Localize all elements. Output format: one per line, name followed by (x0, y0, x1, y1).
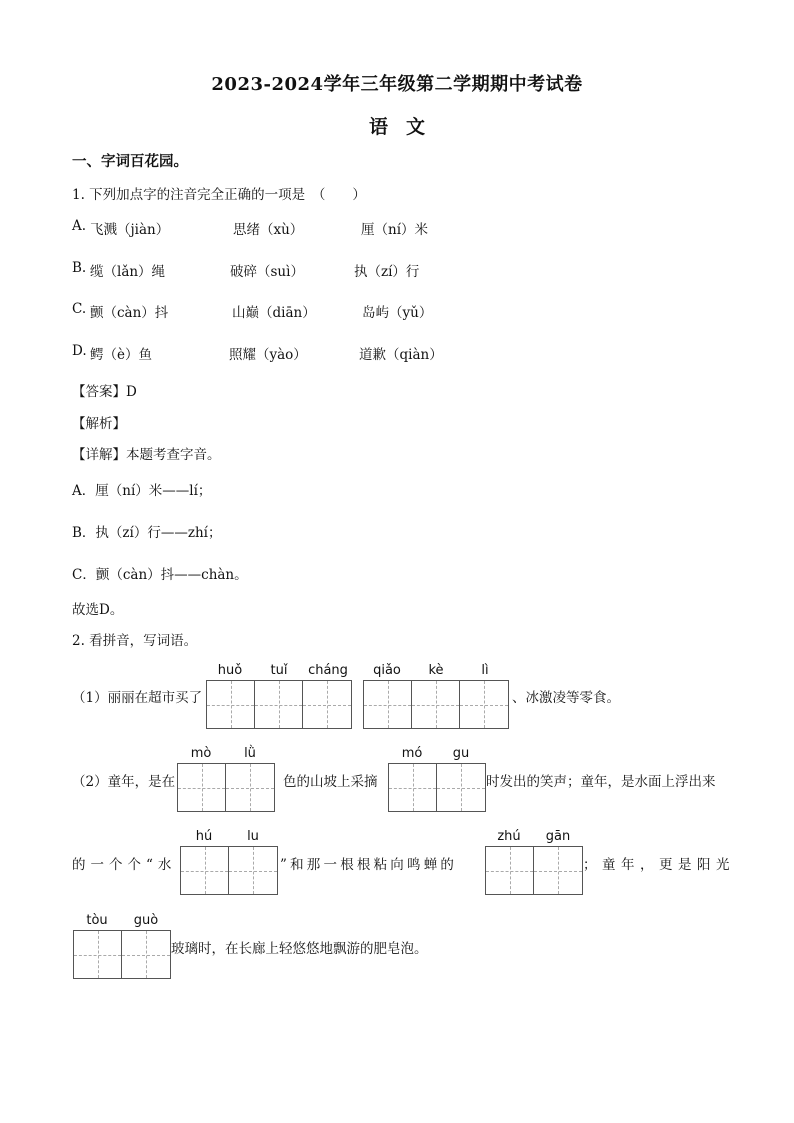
option-word: 破碎（suì） (230, 264, 304, 280)
option-word: 执（zí）行 (354, 264, 420, 280)
writing-cell[interactable] (364, 681, 412, 728)
option-word: 厘（ní）米 (361, 222, 429, 238)
sentence-1-suffix: 、冰激凌等零食。 (512, 690, 620, 706)
pinyin-label: mó (401, 746, 423, 761)
option-word: 岛屿（yǔ） (362, 305, 433, 321)
option-word: 缆（lǎn）绳 (90, 264, 166, 280)
writing-cell[interactable] (486, 847, 534, 894)
writing-cell[interactable] (534, 847, 582, 894)
sentence-2-mid: 色的山坡上采摘 (283, 774, 378, 790)
option-label: D. (72, 343, 87, 359)
pinyin-label: gān (545, 829, 571, 844)
writing-cell[interactable] (255, 681, 303, 728)
note-a: A．厘（ní）米——lí； (72, 483, 212, 499)
writing-cell[interactable] (178, 764, 226, 811)
writing-cell[interactable] (74, 931, 122, 978)
answer-row (72, 380, 137, 400)
writing-grid-mogu[interactable] (388, 763, 486, 812)
note-b: B．执（zí）行——zhí； (72, 525, 222, 541)
pinyin-label: tuǐ (270, 663, 288, 678)
writing-cell[interactable] (303, 681, 351, 728)
writing-cell[interactable] (229, 847, 277, 894)
sentence-4-suffix: 玻璃时，在长廊上轻悠悠地飘游的肥皂泡。 (171, 941, 428, 957)
section-heading: 一、字词百花园。 (72, 153, 188, 170)
option-word: 颤（càn）抖 (90, 305, 169, 321)
pinyin-label: zhú (497, 829, 521, 844)
pinyin-label: huǒ (217, 663, 243, 678)
question-2-stem: 2. 看拼音，写词语。 (72, 633, 198, 649)
sentence-3-suffix: ；童年，更是阳光 (583, 857, 735, 873)
writing-cell[interactable] (181, 847, 229, 894)
pinyin-label: guò (133, 913, 159, 928)
sentence-3-prefix: 的一个个“水 (72, 857, 177, 873)
writing-grid-molv[interactable] (177, 763, 275, 812)
option-label: A. (72, 218, 87, 234)
writing-grid-hulu[interactable] (180, 846, 278, 895)
writing-cell[interactable] (122, 931, 170, 978)
page-title: 2023-2024学年三年级第二学期期中考试卷 (211, 74, 583, 95)
pinyin-label: lu (247, 829, 259, 844)
analysis-tag: 【解析】 (72, 416, 126, 432)
conclusion-text: 故选D。 (72, 602, 124, 618)
detail-text: 【详解】本题考查字音。 (72, 447, 221, 463)
pinyin-label: lì (481, 663, 489, 678)
pinyin-label: qiǎo (373, 663, 401, 678)
writing-cell[interactable] (460, 681, 508, 728)
option-label: B. (72, 260, 87, 276)
pinyin-label: tòu (86, 913, 108, 928)
note-c: C．颤（càn）抖——chàn。 (72, 567, 248, 583)
pinyin-label: kè (428, 663, 444, 678)
writing-grid-zhugan[interactable] (485, 846, 583, 895)
writing-cell[interactable] (412, 681, 460, 728)
option-word: 照耀（yào） (229, 347, 307, 363)
writing-cell[interactable] (207, 681, 255, 728)
question-1-stem: 1. 下列加点字的注音完全正确的一项是 （ ） (72, 187, 366, 203)
option-word: 鳄（è）鱼 (90, 347, 152, 363)
answer-value: D (126, 384, 137, 400)
writing-grid-touguo[interactable] (73, 930, 171, 979)
option-label: C. (72, 301, 87, 317)
option-word: 道歉（qiàn） (359, 347, 443, 363)
sentence-2-suffix: 时发出的笑声；童年，是水面上浮出来 (486, 774, 716, 790)
pinyin-label: gu (452, 746, 470, 761)
writing-cell[interactable] (226, 764, 274, 811)
pinyin-label: hú (195, 829, 213, 844)
writing-cell[interactable] (437, 764, 485, 811)
pinyin-label: lǜ (244, 746, 256, 761)
sentence-1-prefix: （1）丽丽在超市买了 (72, 690, 203, 706)
option-word: 思绪（xù） (233, 222, 304, 238)
answer-tag: 【答案】 (72, 384, 126, 400)
sentence-2-prefix: （2）童年，是在 (72, 774, 176, 790)
writing-grid-huotuichang[interactable] (206, 680, 352, 729)
subject-title: 语文 (368, 116, 443, 138)
option-word: 飞溅（jiàn） (90, 222, 170, 238)
pinyin-label: mò (190, 746, 212, 761)
option-word: 山巅（diān） (232, 305, 316, 321)
writing-grid-qiaokeli[interactable] (363, 680, 509, 729)
pinyin-label: cháng (308, 663, 348, 678)
writing-cell[interactable] (389, 764, 437, 811)
sentence-3-mid: ”和那一根根粘向鸣蝉的 (280, 857, 458, 873)
